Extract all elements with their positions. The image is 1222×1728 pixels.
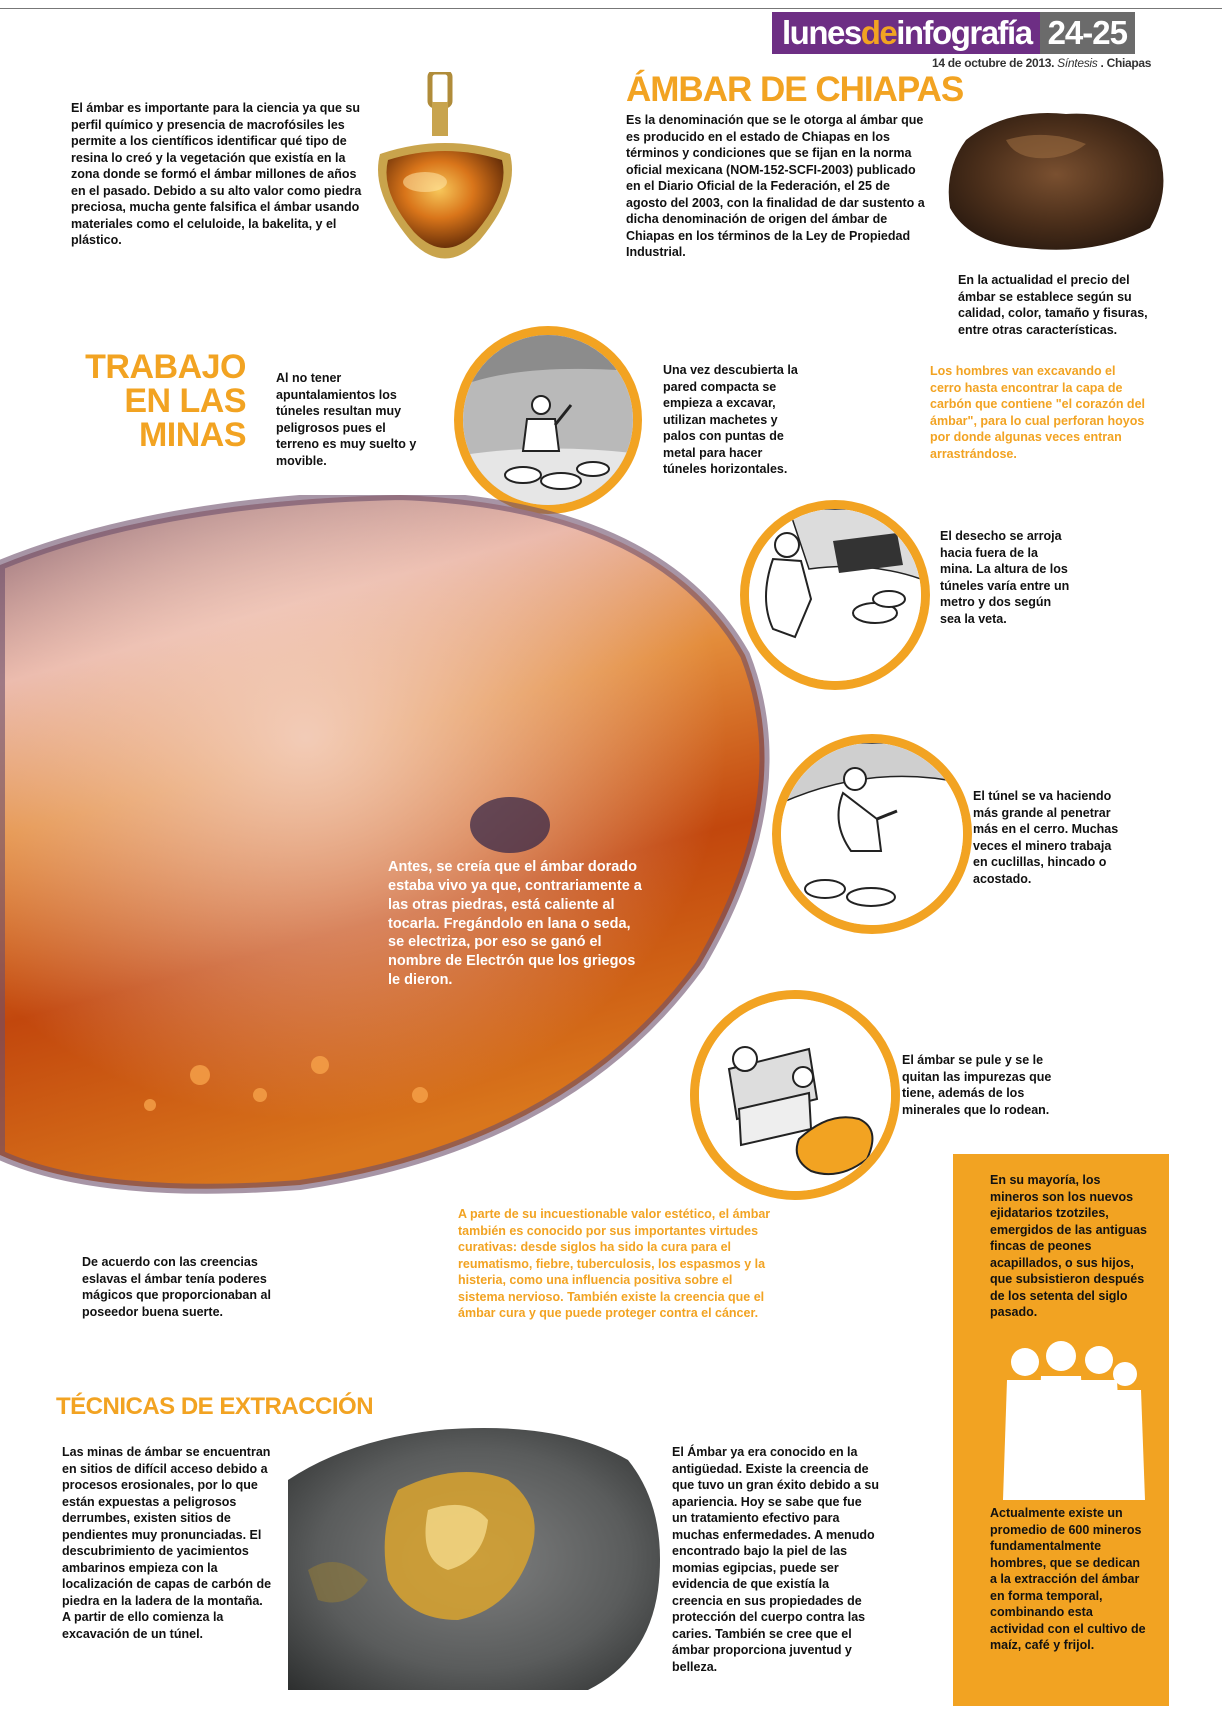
section-title-part: infografía [896, 14, 1032, 51]
mineros-text-1: En su mayoría, los mineros son los nuevos ejidatarios tzotziles, emergidos de las antiguas fincas de peones acapillados, o sus hijos, que subsistieron después de los setenta del siglo pasado. [990, 1173, 1147, 1319]
paper-name: Síntesis [1057, 56, 1098, 70]
section-title-part: lunes [782, 14, 861, 51]
trabajo-orange-note: Los hombres van excavando el cerro hasta encontrar la capa de carbón que contiene "el corazón del ámbar", para lo cual perforan hoyos por donde algunas veces entran arrastrándose. [930, 364, 1145, 461]
masthead [772, 12, 1135, 54]
amber-polishing-drawing [699, 999, 891, 1191]
amber-closeup-image [0, 495, 790, 1200]
page-numbers: 24-25 [1040, 12, 1135, 54]
miner-crouching-drawing [781, 743, 963, 925]
amber-in-rock-image [288, 1420, 668, 1690]
tecnicas-text: Las minas de ámbar se encuentran en sitios de difícil acceso debido a procesos erosionales, por lo que están expuestas a peligrosos derrumbes, existen sitios de pendientes muy pronunciadas. El descubrimiento de yacimientos ambarinos empieza con la localización de capas de carbón de piedra en la ladera de la montaña. A partir de ello comienza la excavación de un túnel. [62, 1445, 272, 1641]
tecnicas-title: TÉCNICAS DE EXTRACCIÓN [56, 1393, 374, 1420]
mining-step-1-illustration [454, 326, 642, 514]
trabajo-title-line: MINAS [138, 416, 246, 454]
curativas-text: A parte de su incuestionable valor estético, el ámbar también es conocido por sus importantes virtudes curativas: desde siglos ha sido la cura para el reumatismo, fiebre, tuberculosis, los espasmos y la histeria, como una influencia positiva sobre el sistema nervioso. También existe la creencia que el ámbar cura y que puede proteger contra el cáncer. [458, 1207, 771, 1320]
dateline [932, 56, 1151, 70]
trabajo-title [84, 350, 246, 452]
electron-text: Antes, se creía que el ámbar dorado estaba vivo ya que, contrariamente a las otras piedras, está caliente al tocarla. Fregándolo en lana o seda, se electriza, por eso se ganó el nombre de Electrón que los griegos le dieron. [388, 859, 642, 989]
history-text: El Ámbar ya era conocido en la antigüedad. Existe la creencia de que tuvo un gran éxito debido a su apariencia. Hoy se sabe que fue un tratamiento efectivo para muchas enfermedades. A menudo encontrado bajo la piel de las momias egipcias, puede ser evidencia de que existía la creencia en sus propiedades de protección del cuerpo contra las caries. También se cree que el ámbar proporciona juventud y belleza. [672, 1445, 879, 1674]
trabajo-title-line: TRABAJO [85, 348, 246, 386]
creencias-text: De acuerdo con las creencias eslavas el ámbar tenía poderes mágicos que proporcionaban al poseedor buena suerte. [82, 1255, 271, 1319]
section-title [772, 12, 1040, 54]
miner-digging-drawing [463, 335, 633, 505]
date: 14 de octubre de 2013. [932, 56, 1055, 70]
trabajo-step-1: Una vez descubierta la pared compacta se empieza a excavar, utilizan machetes y palos con puntas de metal para hacer túneles horizontales. [663, 363, 798, 476]
trabajo-step-2: El desecho se arroja hacia fuera de la mina. La altura de los túneles varía entre un metro y dos según sea la veta. [940, 529, 1070, 626]
raw-amber-rock-image [936, 100, 1176, 260]
top-rule [0, 8, 1222, 9]
trabajo-intro: Al no tener apuntalamientos los túneles resultan muy peligrosos pues el terreno es muy suelto y movible. [276, 371, 417, 468]
region: Chiapas [1106, 56, 1152, 70]
chiapas-text: Es la denominación que se le otorga al ámbar que es producido en el estado de Chiapas en los términos y condiciones que se fijan en la norma oficial mexicana (NOM-152-SCFI-2003) publicado en el Diario Oficial de la Federación, el 25 de agosto del 2003, con la finalidad de dar sustento a dicha denominación de origen del ámbar de Chiapas en los términos de la Ley de Propiedad Industrial. [626, 113, 925, 259]
trabajo-step-3: El túnel se va haciendo más grande al penetrar más en el cerro. Muchas veces el minero trabaja en cuclillas, hincado o acostado. [973, 789, 1119, 886]
mining-step-3-illustration [772, 734, 972, 934]
trabajo-step-4: El ámbar se pule y se le quitan las impurezas que tiene, además de los minerales que lo rodean. [902, 1053, 1052, 1117]
intro-text: El ámbar es importante para la ciencia ya que su perfil químico y presencia de macrofósiles les permite a los científicos identificar qué tipo de resina lo creó y la vegetación que existía en la zona donde se formó el ámbar millones de años en el pasado. Debido a su alto valor como piedra preciosa, mucha gente falsifica el ámbar usando materiales como el celuloide, la bakelita, y el plástico. [71, 101, 362, 247]
mineros-text-2: Actualmente existe un promedio de 600 mineros fundamentalmente hombres, que se dedican a la extracción del ámbar en forma temporal, combinando esta actividad con el cultivo de maíz, café y frijol. [990, 1506, 1146, 1652]
chiapas-title: ÁMBAR DE CHIAPAS [626, 70, 964, 109]
trabajo-title-line: EN LAS [124, 382, 246, 420]
miners-silhouette-icon [995, 1340, 1145, 1500]
separator: . [1097, 56, 1107, 70]
mining-step-4-illustration [690, 990, 900, 1200]
amber-pendant-image [370, 72, 520, 282]
price-text: En la actualidad el precio del ámbar se establece según su calidad, color, tamaño y fisuras, entre otras características. [958, 273, 1148, 337]
section-title-part: de [860, 14, 897, 51]
